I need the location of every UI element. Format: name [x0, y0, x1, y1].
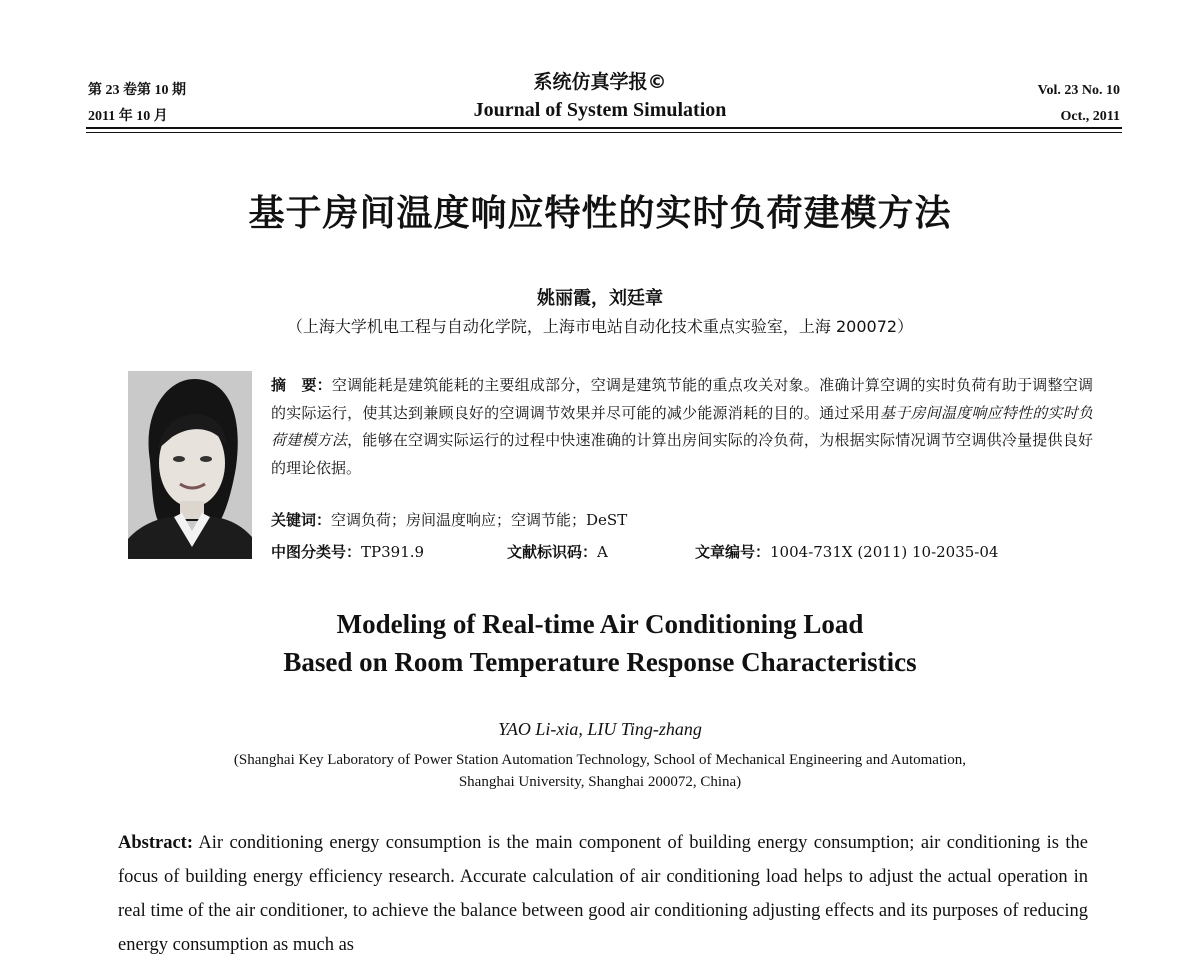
journal-name-cn: 系统仿真学报© [533, 71, 667, 93]
document-code-value: A [597, 543, 608, 561]
authors-en: YAO Li-xia, LIU Ting-zhang [498, 719, 702, 739]
affiliation-cn: （上海大学机电工程与自动化学院，上海市电站自动化技术重点实验室，上海 200072） [286, 317, 914, 336]
affiliation-en-line1: (Shanghai Key Laboratory of Power Station Automation Technology, School of Mechanical Engineering and Automation, [233, 752, 967, 768]
journal-name [0, 68, 1200, 124]
abstract-label-cn: 摘 要： [271, 376, 332, 394]
journal-volume-issue-en [1038, 78, 1120, 130]
abstract-text-en: Air conditioning energy consumption is the main component of building energy consumption; air conditioning is the focus of building energy efficiency research. Accurate calculation of air conditioning load helps to adjust the actual operation in real time of the air conditioner, to achieve the balance between good air conditioning adjusting effects and its purposes of reducing energy consumption as much as [118, 833, 1088, 955]
journal-name-en: Journal of System Simulation [473, 99, 727, 121]
header-rule-thick [86, 127, 1122, 129]
abstract-en [118, 826, 1088, 962]
date-cn: 2011 年 10 月 [88, 109, 168, 124]
author-portrait-illustration [128, 371, 252, 559]
header-rule-thin [86, 132, 1122, 133]
volume-issue-en: Vol. 23 No. 10 [1037, 83, 1120, 98]
volume-issue-cn: 第 23 卷第 10 期 [88, 83, 186, 98]
abstract-cn [271, 372, 1093, 482]
clc-value: TP391.9 [361, 543, 425, 561]
keywords-label-cn: 关键词： [271, 511, 332, 529]
affiliation-en-line2: Shanghai University, Shanghai 200072, China) [458, 774, 742, 790]
clc-label: 中图分类号： [271, 543, 362, 561]
paper-title-en-line2: Based on Room Temperature Response Characteristics [283, 647, 917, 677]
paper-title-en-line1: Modeling of Real-time Air Conditioning Load [336, 609, 864, 639]
abstract-label-en: Abstract: [118, 833, 194, 853]
article-number-value: 1004-731X (2011) 10-2035-04 [770, 543, 999, 561]
authors-cn: 姚丽霞，刘廷章 [537, 288, 663, 309]
classification-row [271, 540, 1093, 564]
author-photo [128, 371, 252, 559]
keywords-cn [271, 508, 1093, 532]
abstract-text-cn-2: ，能够在空调实际运行的过程中快速准确的计算出房间实际的冷负荷，为根据实际情况调节空调供冷量提供良好的理论依据。 [271, 431, 1093, 477]
abstract-method-cn: 基于房间温度响应特性的实时负荷建模方法 [271, 403, 1093, 449]
keywords-value-cn: 空调负荷；房间温度响应；空调节能；DeST [331, 511, 628, 529]
affiliation-en [0, 749, 1200, 793]
abstract-text-cn: 空调能耗是建筑能耗的主要组成部分，空调是建筑节能的重点攻关对象。准确计算空调的实时负荷有助于调整空调的实际运行，使其达到兼顾良好的空调调节效果并尽可能的减少能源消耗的目的。通过采用 [271, 376, 1093, 422]
clc-number [271, 540, 507, 564]
date-en: Oct., 2011 [1060, 109, 1120, 124]
paper-title-en [0, 605, 1200, 681]
document-code-label: 文献标识码： [507, 543, 598, 561]
article-number-label: 文章编号： [695, 543, 771, 561]
document-code [507, 540, 695, 564]
article-number [695, 540, 998, 564]
paper-title-cn: 基于房间温度响应特性的实时负荷建模方法 [248, 193, 952, 234]
